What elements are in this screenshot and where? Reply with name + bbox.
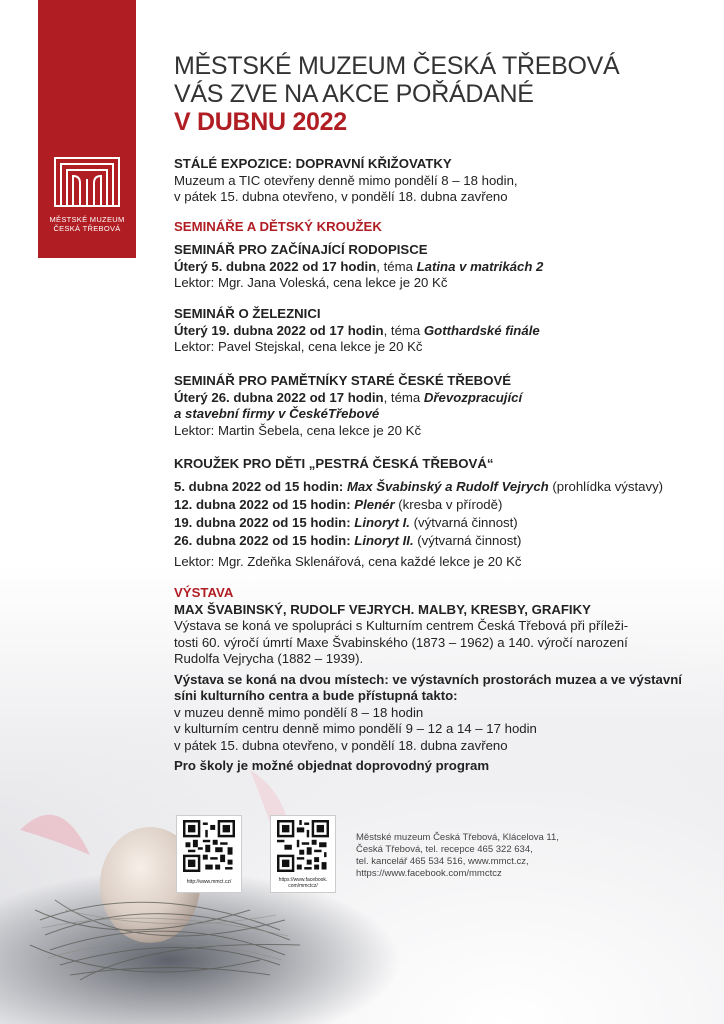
seminar-1 — [174, 242, 714, 292]
seminar-2-heading: SEMINÁŘ O ŽELEZNICI — [174, 306, 321, 321]
kids-item-date: 12. dubna 2022 od 15 hodin: — [174, 496, 355, 512]
exhibition-text-3: Rudolfa Vejrycha (1882 – 1939). — [174, 651, 364, 666]
title-line-1: MĚSTSKÉ MUZEUM ČESKÁ TŘEBOVÁ — [174, 52, 620, 80]
website-qr-code[interactable] — [176, 815, 242, 893]
seminars-heading: SEMINÁŘE A DĚTSKÝ KROUŽEK — [174, 219, 382, 234]
seminar-2 — [174, 306, 714, 356]
seminar-2-lector: Lektor: Pavel Stejskal, cena lekce je 20 Kč — [174, 339, 423, 354]
seminar-1-date: Úterý 5. dubna 2022 od 17 hodin — [174, 258, 377, 274]
seminar-2-date-line — [174, 323, 714, 340]
exhibition-school: Pro školy je možné objednat doprovodný program — [174, 758, 490, 773]
facebook-qr-code[interactable] — [270, 815, 336, 893]
kids-item-note: (výtvarná činnost) — [409, 514, 518, 530]
expo-heading: STÁLÉ EXPOZICE: DOPRAVNÍ KŘIŽOVATKY — [174, 156, 452, 171]
kids-item-date: 26. dubna 2022 od 15 hodin: — [174, 532, 355, 548]
address-line-2: Česká Třebová, tel. recepce 465 322 634, — [356, 844, 533, 855]
logo-text — [46, 215, 128, 233]
exhibition — [174, 585, 714, 775]
logo-line-2: ČESKÁ TŘEBOVÁ — [53, 224, 121, 233]
seminar-3-topic-1: Dřevozpracující — [423, 389, 523, 405]
kids-item-topic: Linoryt II. — [354, 532, 414, 548]
exhibition-venues-1: Výstava se koná na dvou místech: ve výstavních prostorách muzea a ve výstavní — [174, 671, 682, 687]
address-line-4: https://www.facebook.com/mmctcz — [356, 868, 502, 879]
kids-item-3 — [174, 514, 714, 532]
website-qr-caption: http://www.mmct.cz/ — [186, 879, 232, 885]
kids-item-topic: Max Švabinský a Rudolf Vejrych — [346, 478, 549, 494]
kids-item-note: (kresba v přírodě) — [394, 496, 503, 512]
logo-line-1: MĚSTSKÉ MUZEUM — [49, 215, 125, 224]
kids-item-2 — [174, 496, 714, 514]
kids-item-4 — [174, 532, 714, 550]
kids-club — [174, 456, 714, 570]
seminar-2-topic: Gotthardské finále — [423, 322, 540, 338]
title-line-2: VÁS ZVE NA AKCE POŘÁDANÉ — [174, 80, 534, 108]
facebook-qr-caption — [271, 877, 335, 889]
kids-item-1 — [174, 478, 714, 496]
kids-item-date: 19. dubna 2022 od 15 hodin: — [174, 514, 355, 530]
seminar-3-topic-2: a stavební firmy v ČeskéTřebové — [174, 406, 380, 421]
exhibition-title: MAX ŠVABINSKÝ, RUDOLF VEJRYCH. MALBY, KRESBY, GRAFIKY — [174, 601, 591, 617]
qr-code-icon — [277, 820, 329, 872]
seminar-1-tema: , téma — [376, 258, 417, 274]
exhibition-text-2: tosti 60. výročí úmrtí Maxe Švabinského (1873 – 1962) a 140. výročí narození — [174, 634, 628, 650]
kids-club-lector: Lektor: Mgr. Zdeňka Sklenářová, cena každé lekce je 20 Kč — [174, 553, 522, 569]
seminar-1-heading: SEMINÁŘ PRO ZAČÍNAJÍCÍ RODOPISCE — [174, 242, 428, 257]
seminar-3-date: Úterý 26. dubna 2022 od 17 hodin — [174, 389, 384, 405]
seminar-3-lector: Lektor: Martin Šebela, cena lekce je 20 Kč — [174, 422, 422, 438]
seminar-3 — [174, 373, 714, 439]
seminar-1-lector: Lektor: Mgr. Jana Voleská, cena lekce je 20 Kč — [174, 275, 448, 290]
seminar-1-topic: Latina v matrikách 2 — [416, 258, 544, 274]
exhibition-text-1: Výstava se koná ve spolupráci s Kulturním centrem Česká Třebová při příleži- — [174, 618, 629, 633]
exhibition-hours-3: v pátek 15. dubna otevřeno, v pondělí 18. dubna zavřeno — [174, 737, 508, 753]
expo-block — [174, 156, 714, 206]
expo-line-2: v pátek 15. dubna otevřeno, v pondělí 18. dubna zavřeno — [174, 189, 508, 204]
kids-club-heading: KROUŽEK PRO DĚTI „PESTRÁ ČESKÁ TŘEBOVÁ“ — [174, 456, 494, 471]
exhibition-heading: VÝSTAVA — [174, 585, 234, 600]
kids-item-date: 5. dubna 2022 od 15 hodin: — [174, 478, 347, 494]
poster-title — [174, 52, 619, 136]
exhibition-venues-2: síni kulturního centra a bude přístupná takto: — [174, 688, 458, 703]
kids-item-topic: Plenér — [354, 496, 395, 512]
exhibition-hours-2: v kulturním centru denně mimo pondělí 9 – 12 a 14 – 17 hodin — [174, 721, 537, 736]
seminar-1-date-line — [174, 259, 714, 276]
expo-line-1: Muzeum a TIC otevřeny denně mimo pondělí 8 – 18 hodin, — [174, 172, 518, 188]
red-banner — [38, 0, 136, 258]
seminar-3-heading: SEMINÁŘ PRO PAMĚTNÍKY STARÉ ČESKÉ TŘEBOVÉ — [174, 373, 512, 388]
address-line-1: Městské muzeum Česká Třebová, Klácelova 11, — [356, 832, 559, 843]
seminar-3-date-line — [174, 390, 714, 407]
museum-logo-icon — [52, 155, 122, 209]
title-line-3: V DUBNU 2022 — [174, 108, 347, 136]
seminar-2-date: Úterý 19. dubna 2022 od 17 hodin — [174, 322, 384, 338]
contact-address — [356, 832, 559, 880]
seminar-3-tema: , téma — [383, 389, 424, 405]
kids-item-note: (prohlídka výstavy) — [548, 478, 664, 494]
kids-item-note: (výtvarná činnost) — [413, 532, 522, 548]
museum-logo — [46, 155, 128, 233]
facebook-qr-caption-line-2: com/mmctcz/ — [288, 883, 318, 889]
address-line-3: tel. kancelář 465 534 516, www.mmct.cz, — [356, 856, 529, 867]
exhibition-hours-1: v muzeu denně mimo pondělí 8 – 18 hodin — [174, 704, 424, 720]
facebook-qr-caption-line-1: https://www.facebook. — [278, 877, 328, 883]
qr-code-icon — [183, 820, 235, 872]
seminar-2-tema: , téma — [383, 322, 424, 338]
kids-item-topic: Linoryt I. — [354, 514, 410, 530]
